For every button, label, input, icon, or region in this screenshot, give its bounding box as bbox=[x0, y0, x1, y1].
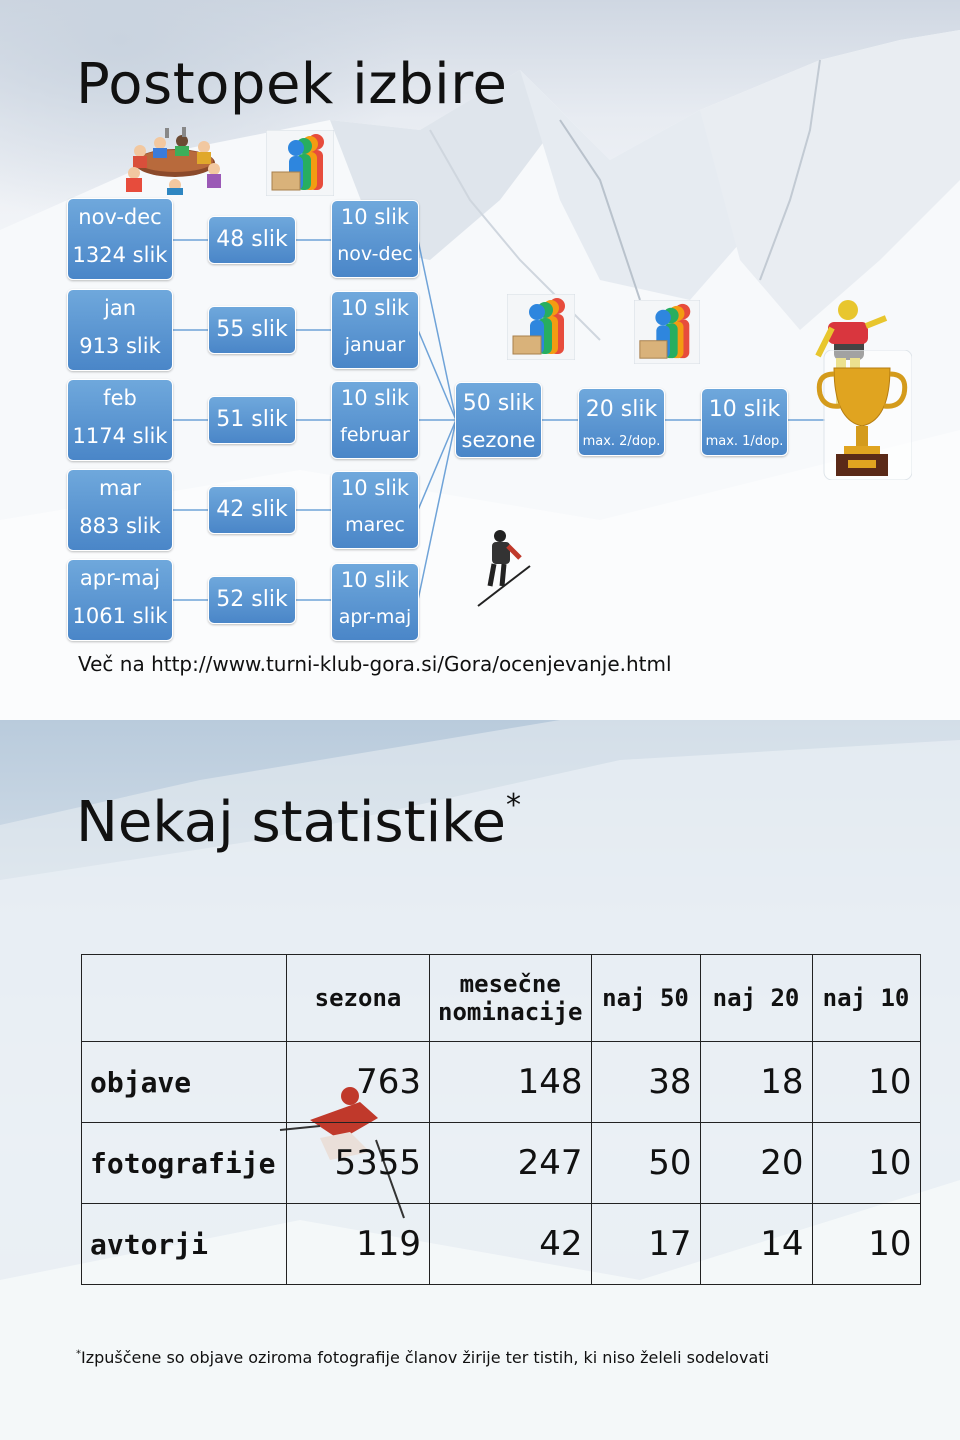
top10-box-januar bbox=[331, 291, 419, 369]
top10-box-februar bbox=[331, 381, 419, 459]
top10-box-apr-maj bbox=[331, 563, 419, 641]
source-period: feb bbox=[103, 386, 137, 410]
source-period: jan bbox=[103, 296, 136, 320]
table-header-cell: sezona bbox=[287, 955, 430, 1042]
table-cell: 763 bbox=[287, 1042, 430, 1123]
stage-count: 50 slik bbox=[462, 391, 535, 416]
top10-label: marec bbox=[345, 514, 405, 536]
footnote bbox=[76, 1348, 769, 1367]
more-info-link[interactable]: Več na http://www.turni-klub-gora.si/Gora/ocenjevanje.html bbox=[78, 652, 672, 676]
table-cell: 148 bbox=[430, 1042, 592, 1123]
table-header-cell: mesečne nominacije bbox=[430, 955, 592, 1042]
page-title bbox=[76, 790, 521, 855]
source-count: 1324 slik bbox=[72, 243, 168, 267]
stage-count: 20 slik bbox=[585, 397, 658, 422]
table-cell: 14 bbox=[700, 1204, 812, 1285]
stage-box-season-50 bbox=[455, 382, 542, 458]
top10-count: 10 slik bbox=[340, 386, 410, 410]
nomination-box: 42 slik bbox=[208, 486, 296, 534]
source-count: 913 slik bbox=[79, 334, 161, 358]
footnote-mark: * bbox=[76, 1348, 81, 1360]
title-footnote-mark: * bbox=[506, 788, 522, 824]
top10-box-marec bbox=[331, 471, 419, 549]
table-cell: 18 bbox=[700, 1042, 812, 1123]
slide-statistics bbox=[0, 720, 960, 1440]
table-cell: 38 bbox=[591, 1042, 700, 1123]
footnote-text: Izpuščene so objave oziroma fotografije članov žirije ter tistih, ki niso želeli sodelovati bbox=[81, 1348, 769, 1367]
stage-count: 10 slik bbox=[708, 397, 781, 422]
top10-label: apr-maj bbox=[338, 606, 412, 628]
source-count: 1061 slik bbox=[72, 604, 168, 628]
table-header-cell: naj 50 bbox=[591, 955, 700, 1042]
top10-count: 10 slik bbox=[340, 568, 410, 592]
source-box-jan bbox=[67, 289, 173, 371]
stage-note: max. 2/dop. bbox=[582, 434, 661, 449]
top10-count: 10 slik bbox=[340, 476, 410, 500]
table-cell: 10 bbox=[812, 1204, 920, 1285]
top10-count: 10 slik bbox=[340, 296, 410, 320]
voting-people-icon bbox=[507, 294, 575, 360]
source-box-mar bbox=[67, 469, 173, 551]
top10-label: januar bbox=[344, 334, 406, 356]
stage-box-top-20 bbox=[578, 388, 665, 456]
top10-label: nov-dec bbox=[337, 243, 413, 265]
nomination-box: 48 slik bbox=[208, 216, 296, 264]
row-label: avtorji bbox=[82, 1204, 287, 1285]
source-count: 1174 slik bbox=[72, 424, 168, 448]
statistics-table bbox=[81, 954, 921, 1285]
table-cell: 5355 bbox=[287, 1123, 430, 1204]
voting-people-icon bbox=[266, 130, 334, 196]
table-cell: 10 bbox=[812, 1123, 920, 1204]
source-box-apr-maj bbox=[67, 559, 173, 641]
table-cell: 20 bbox=[700, 1123, 812, 1204]
table-header-cell bbox=[82, 955, 287, 1042]
table-header-cell: naj 10 bbox=[812, 955, 920, 1042]
source-count: 883 slik bbox=[79, 514, 161, 538]
table-cell: 119 bbox=[287, 1204, 430, 1285]
table-cell: 247 bbox=[430, 1123, 592, 1204]
table-header-row bbox=[82, 955, 921, 1042]
jury-meeting-icon bbox=[120, 125, 230, 195]
nomination-box: 55 slik bbox=[208, 306, 296, 354]
title-text: Nekaj statistike bbox=[76, 790, 507, 855]
table-row bbox=[82, 1204, 921, 1285]
source-box-nov-dec bbox=[67, 198, 173, 280]
table-cell: 42 bbox=[430, 1204, 592, 1285]
table-row bbox=[82, 1123, 921, 1204]
source-period: nov-dec bbox=[78, 205, 162, 229]
table-cell: 10 bbox=[812, 1042, 920, 1123]
top10-box-nov-dec bbox=[331, 200, 419, 278]
source-box-feb bbox=[67, 379, 173, 461]
row-label: fotografije bbox=[82, 1123, 287, 1204]
table-cell: 50 bbox=[591, 1123, 700, 1204]
table-row bbox=[82, 1042, 921, 1123]
top10-label: februar bbox=[340, 424, 410, 446]
skier-icon bbox=[476, 528, 536, 608]
trophy-icon bbox=[812, 350, 912, 480]
table-header-cell: naj 20 bbox=[700, 955, 812, 1042]
source-period: apr-maj bbox=[79, 566, 161, 590]
nomination-box: 51 slik bbox=[208, 396, 296, 444]
table-cell: 17 bbox=[591, 1204, 700, 1285]
page-title: Postopek izbire bbox=[76, 52, 508, 117]
stage-note: sezone bbox=[461, 428, 536, 452]
source-period: mar bbox=[99, 476, 141, 500]
nomination-box: 52 slik bbox=[208, 576, 296, 624]
stage-note: max. 1/dop. bbox=[705, 434, 784, 449]
voting-people-icon bbox=[634, 300, 700, 364]
stage-box-top-10 bbox=[701, 388, 788, 456]
top10-count: 10 slik bbox=[340, 205, 410, 229]
row-label: objave bbox=[82, 1042, 287, 1123]
